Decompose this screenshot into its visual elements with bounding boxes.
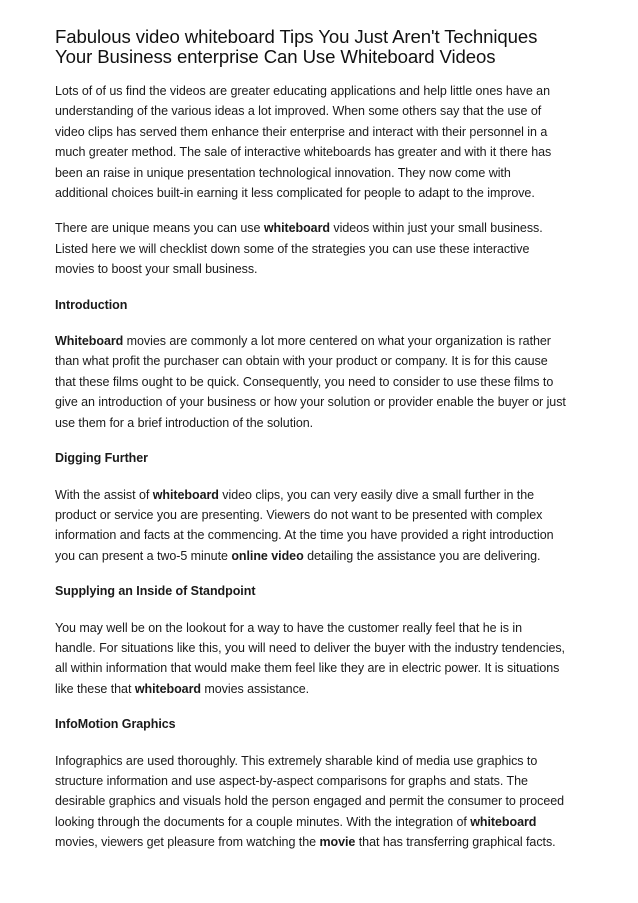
keyword-whiteboard: whiteboard: [470, 814, 537, 829]
intro-line: video clips has served them enhance their enterprise and interact with their personnel in a: [55, 124, 548, 139]
keyword-whiteboard: Whiteboard: [55, 334, 124, 349]
keyword-whiteboard: whiteboard: [263, 221, 330, 236]
intro-line: Lots of of us find the videos are greater educating applications and help little ones have an: [55, 84, 550, 98]
means-line: movies to boost your small business.: [55, 262, 258, 277]
digging-paragraph: [55, 485, 590, 567]
infomotion-line: Infographics are used thoroughly. This extremely sharable kind of media use graphics to: [55, 753, 538, 768]
section-heading-standpoint: Supplying an Inside of Standpoint: [55, 584, 256, 599]
standpoint-line: handle. For situations like this, you will need to deliver the buyer with the industry tendencies,: [55, 640, 565, 655]
title-line-2: Your Business enterprise Can Use Whiteboard Videos: [55, 46, 496, 67]
infomotion-paragraph: [55, 751, 590, 853]
digging-line: information and facts at the commencing. At the time you have provided a right introduction: [55, 528, 554, 543]
means-line: Listed here we will checklist down some of the strategies you can use these interactive: [55, 241, 530, 256]
infomotion-line: looking through the documents for a couple minutes. With the integration of whiteboard: [55, 814, 537, 829]
intro-paragraph: [55, 81, 590, 203]
infomotion-line: movies, viewers get pleasure from watching the movie that has transferring graphical facts.: [55, 835, 556, 850]
section-heading-digging-further: Digging Further: [55, 451, 148, 466]
standpoint-paragraph: [55, 618, 590, 700]
document-title: [55, 27, 590, 67]
standpoint-line: all within information that would make them feel like they are in electric power. It is situations: [55, 661, 560, 676]
means-line: There are unique means you can use whiteboard videos within just your small business.: [55, 221, 543, 236]
intro-line: understanding of the various ideas a lot improved. When some others say that the use of: [55, 104, 542, 119]
intro-line: much greater method. The sale of interactive whiteboards has greater and with it there has: [55, 145, 552, 160]
intro-line: been an raise in unique presentation technological innovation. They now come with: [55, 165, 511, 180]
digging-line: With the assist of whiteboard video clips, you can very easily dive a small further in the: [55, 487, 535, 502]
standpoint-line: You may well be on the lookout for a way to have the customer really feel that he is in: [55, 620, 522, 635]
infomotion-line: desirable graphics and visuals hold the person engaged and permit the consumer to proceed: [55, 794, 565, 809]
introduction-line: give an introduction of your business or how your solution or provider enable the buyer or just: [55, 395, 566, 410]
introduction-line: than what profit the purchaser can obtain with your product or company. It is for this cause: [55, 354, 548, 369]
document-page: [55, 27, 590, 868]
means-paragraph: [55, 218, 590, 279]
keyword-whiteboard: whiteboard: [152, 487, 219, 502]
digging-line: you can present a two-5 minute online video detailing the assistance you are delivering.: [55, 548, 541, 563]
infomotion-line: structure information and use aspect-by-aspect comparisons for graphs and stats. The: [55, 773, 528, 788]
section-heading-infomotion: InfoMotion Graphics: [55, 717, 176, 732]
introduction-line: Whiteboard movies are commonly a lot more centered on what your organization is rather: [55, 334, 551, 349]
introduction-paragraph: [55, 331, 590, 433]
keyword-whiteboard: whiteboard: [134, 681, 201, 696]
introduction-line: that these films ought to be quick. Consequently, you need to consider to use these films to: [55, 374, 554, 389]
title-line-1: Fabulous video whiteboard Tips You Just Aren't Techniques: [55, 26, 538, 47]
standpoint-line: like these that whiteboard movies assistance.: [55, 681, 310, 696]
intro-line: additional choices built-in earning it less complicated for people to adapt to the improve.: [55, 186, 535, 201]
section-heading-introduction: Introduction: [55, 297, 128, 312]
keyword-online-video: online video: [231, 548, 304, 563]
keyword-movie: movie: [319, 835, 356, 850]
introduction-line: use them for a brief introduction of the solution.: [55, 415, 314, 430]
digging-line: product or service you are presenting. Viewers do not want to be presented with complex: [55, 507, 543, 522]
